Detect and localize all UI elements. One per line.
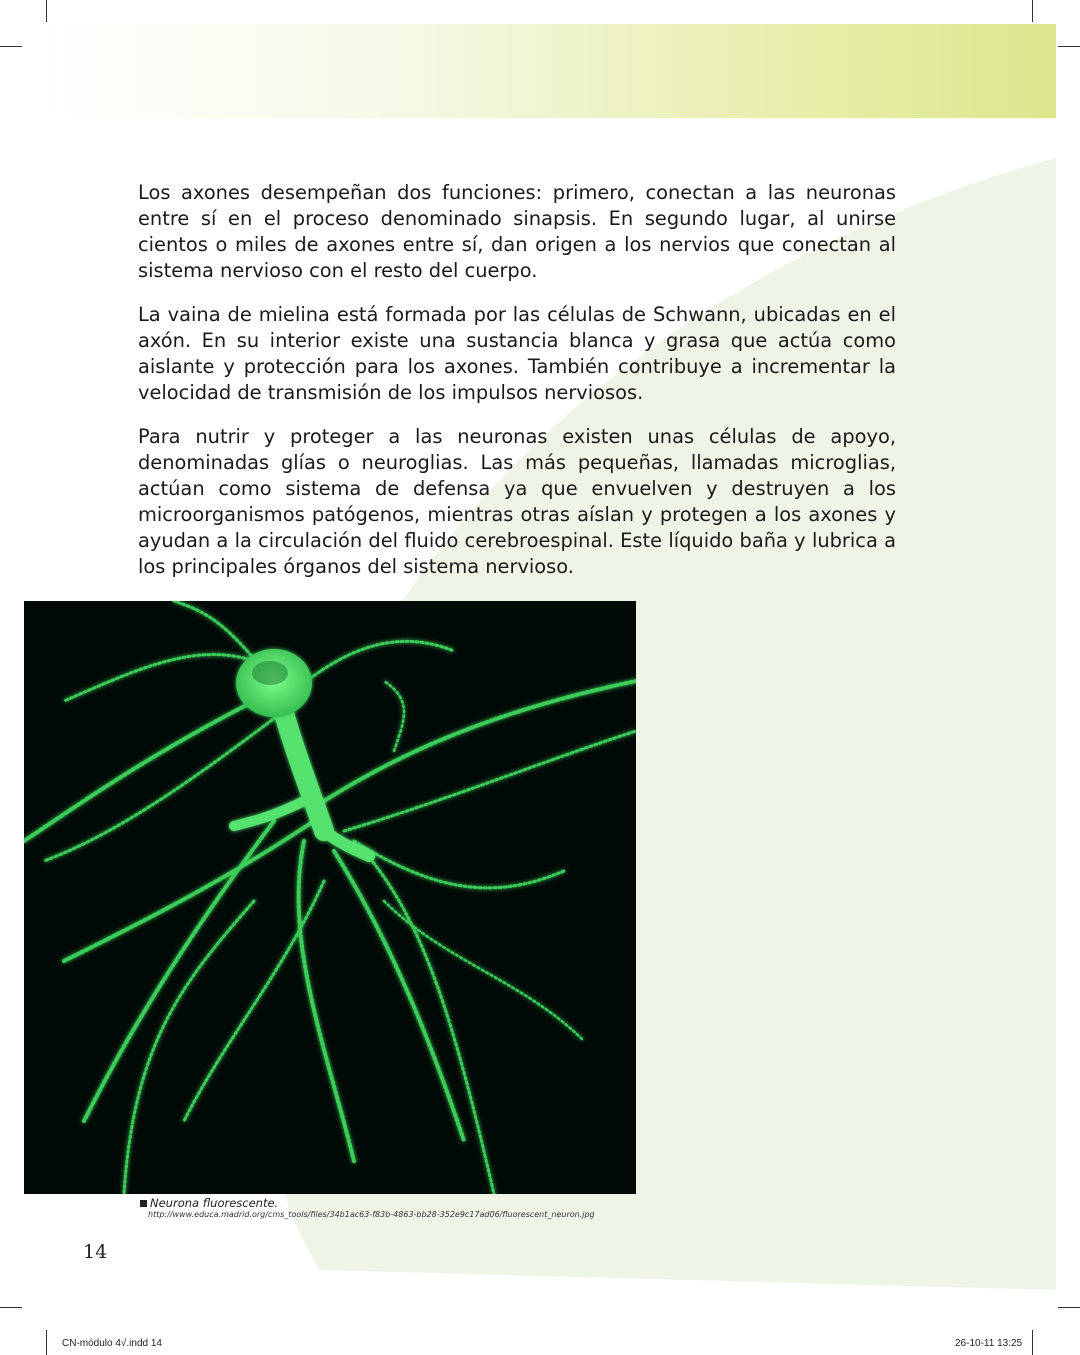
- paragraph: Los axones desempeñan dos funciones: primero, conectan a las neuronas entre sí en el proceso denominado sinapsis. En segundo lugar, al unirse cientos o miles de axones entre sí, dan origen a los nervios que conectan al sistema nervioso con el resto del cuerpo.: [138, 181, 896, 282]
- body-text: [138, 180, 896, 598]
- crop-mark: [1058, 46, 1080, 47]
- figure-source-url: http://www.educa.madrid.org/cms_tools/files/34b1ac63-f83b-4863-bb28-352e9c17ad06/fluorescent_neuron.jpg: [148, 1210, 595, 1219]
- caption-bullet: [140, 1200, 147, 1207]
- crop-mark: [0, 1307, 22, 1308]
- caption-text: Neurona fluorescente.: [150, 1196, 279, 1210]
- file-slug: CN-módulo 4√.indd 14: [62, 1338, 162, 1349]
- paragraph: Para nutrir y proteger a las neuronas existen unas células de apoyo, denominadas glías o neuroglias. Las más pequeñas, llamadas microglias, actúan como sistema de defensa ya que envuelven y destruyen a los microorganismos patógenos, mientras otras aíslan y protegen a los axones y ayudan a la circulación del fluido cerebroespinal. Este líquido baña y lubrica a los principales órganos del sistema nervioso.: [138, 425, 896, 578]
- figure-caption: [140, 1196, 278, 1210]
- page-number: 14: [83, 1241, 108, 1263]
- crop-mark: [1058, 1307, 1080, 1308]
- paragraph: La vaina de mielina está formada por las células de Schwann, ubicadas en el axón. En su interior existe una sustancia blanca y grasa que actúa como aislante y protección para los axones. También contribuye a incrementar la velocidad de transmisión de los impulsos nerviosos.: [138, 303, 896, 404]
- crop-mark: [46, 0, 47, 22]
- neuron-photo: [24, 601, 636, 1194]
- crop-mark: [46, 1330, 47, 1355]
- crop-mark: [1032, 0, 1033, 22]
- crop-mark: [1032, 1330, 1033, 1355]
- timestamp: 26-10-11 13:25: [955, 1338, 1023, 1349]
- header-band: [46, 24, 1056, 118]
- crop-mark: [0, 46, 22, 47]
